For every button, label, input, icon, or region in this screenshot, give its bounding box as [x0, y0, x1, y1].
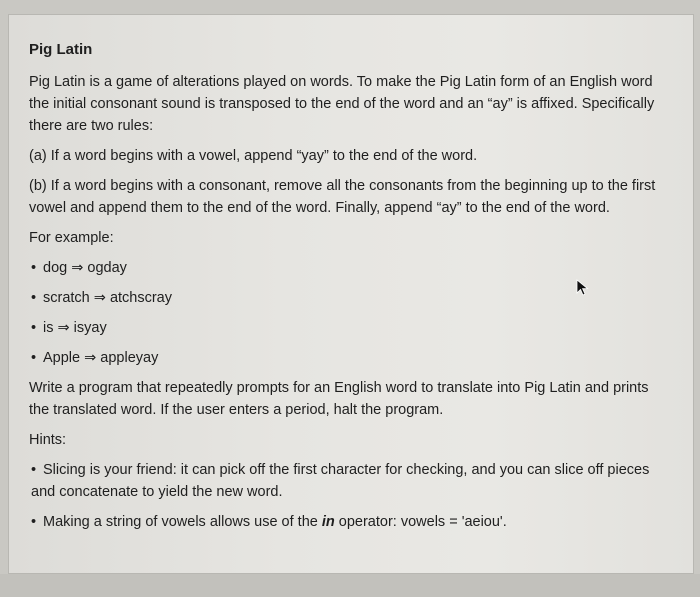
bullet-icon: •	[31, 290, 37, 306]
bullet-icon: •	[31, 462, 37, 478]
rule-a: (a) If a word begins with a vowel, append “yay” to the end of the word.	[29, 148, 478, 164]
hint-keyword: in	[321, 514, 335, 530]
task-paragraph: Write a program that repeatedly prompts for an English word to translate into Pig Latin and prints the translated word. If the user enters a period, halt the program.	[29, 380, 649, 418]
example-item	[29, 347, 669, 369]
example-item	[29, 287, 669, 309]
bullet-icon: •	[31, 514, 37, 530]
intro-paragraph: Pig Latin is a game of alterations played on words. To make the Pig Latin form of an English word the initial consonant sound is transposed to the end of the word and an “ay” is affixed. Specifically there are two rules:	[29, 74, 655, 134]
bullet-icon: •	[31, 350, 37, 366]
bullet-icon: •	[31, 320, 37, 336]
document-content	[29, 39, 669, 541]
example-label: For example:	[29, 230, 114, 246]
hint-text: Slicing is your friend: it can pick off the first character for checking, and you can slice off pieces and concatenate to yield the new word.	[31, 462, 650, 500]
example-item	[29, 257, 669, 279]
hint-text-start: Making a string of vowels allows use of the	[43, 514, 322, 530]
hint-item	[29, 459, 669, 503]
example-text: is ⇒ isyay	[43, 320, 107, 336]
bullet-icon: •	[31, 260, 37, 276]
example-text: scratch ⇒ atchscray	[43, 290, 172, 306]
document-page	[8, 14, 694, 574]
bottom-margin	[0, 574, 700, 597]
example-text: dog ⇒ ogday	[43, 260, 127, 276]
hint-item	[29, 511, 669, 533]
mouse-cursor-icon	[574, 278, 590, 298]
example-item	[29, 317, 669, 339]
hint-text-end: operator: vowels = 'aeiou'.	[334, 514, 507, 530]
example-text: Apple ⇒ appleyay	[43, 350, 159, 366]
hints-label: Hints:	[29, 432, 67, 448]
rule-b: (b) If a word begins with a consonant, remove all the consonants from the beginning up to the first vowel and append them to the end of the word. Finally, append “ay” to the end of the word.	[29, 178, 656, 216]
document-title: Pig Latin	[29, 41, 93, 58]
